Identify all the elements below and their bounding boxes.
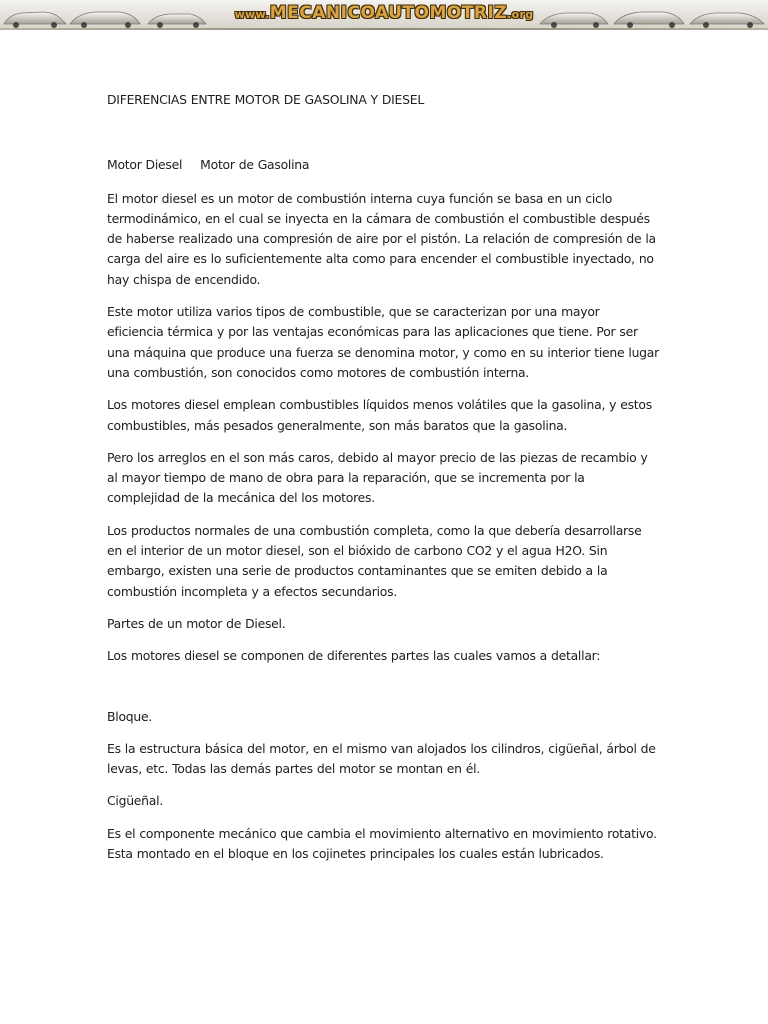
column-headings: [107, 155, 659, 175]
paragraph: El motor diesel es un motor de combustión interna cuya función se basa en un ciclo termodinámico, en el cual se inyecta en la cámara de combustión el combustible después de haberse realizado una compresión de aire por el pistón. La relación de compresión de la carga del aire es lo suficientemente alta como para encender el combustible inyectado, no hay chispa de encendido.: [107, 190, 656, 287]
banner-site-name: [0, 3, 768, 23]
column-heading-diesel: Motor Diesel: [107, 157, 183, 173]
section-heading: Cigüeñal.: [107, 793, 164, 809]
paragraph: Este motor utiliza varios tipos de combustible, que se caracterizan por una mayor eficiencia térmica y por las ventajas económicas para las aplicaciones que tiene. Por ser una máquina que produce una fuerza se denomina motor, y como en su interior tiene lugar una combustión, son conocidos como motores de combustión interna.: [107, 304, 659, 380]
column-heading-gasoline: Motor de Gasolina: [200, 157, 310, 173]
banner-suffix: .org: [507, 8, 534, 21]
paragraph: Los motores diesel emplean combustibles líquidos menos volátiles que la gasolina, y estos combustibles, más pesados generalmente, son más baratos que la gasolina.: [107, 397, 652, 433]
banner-prefix: www.: [234, 8, 270, 21]
section-heading: Bloque.: [107, 708, 153, 724]
document-body: [107, 90, 659, 876]
document-title: DIFERENCIAS ENTRE MOTOR DE GASOLINA Y DIESEL: [107, 92, 424, 107]
paragraph: Los motores diesel se componen de diferentes partes las cuales vamos a detallar:: [107, 648, 601, 664]
section-heading: Partes de un motor de Diesel.: [107, 615, 286, 631]
site-banner: [0, 0, 768, 30]
banner-name: MECANICOAUTOMOTRIZ: [269, 3, 508, 23]
paragraph: Los productos normales de una combustión completa, como la que debería desarrollarse en el interior de un motor diesel, son el bióxido de carbono CO2 y el agua H2O. Sin embargo, existen una serie de productos contaminantes que se emiten debido a la combustión incompleta y a efectos secundarios.: [107, 522, 642, 599]
banner-divider: [0, 28, 768, 30]
paragraph: Pero los arreglos en el son más caros, debido al mayor precio de las piezas de recambio y al mayor tiempo de mano de obra para la reparación, que se incrementa por la complejidad de la mecánica del los motores.: [107, 449, 648, 506]
paragraph: Es la estructura básica del motor, en el mismo van alojados los cilindros, cigüeñal, árbol de levas, etc. Todas las demás partes del motor se montan en él.: [107, 740, 656, 777]
paragraph: Es el componente mecánico que cambia el movimiento alternativo en movimiento rotativo. Esta montado en el bloque en los cojinetes principales los cuales están lubricados.: [107, 825, 657, 862]
